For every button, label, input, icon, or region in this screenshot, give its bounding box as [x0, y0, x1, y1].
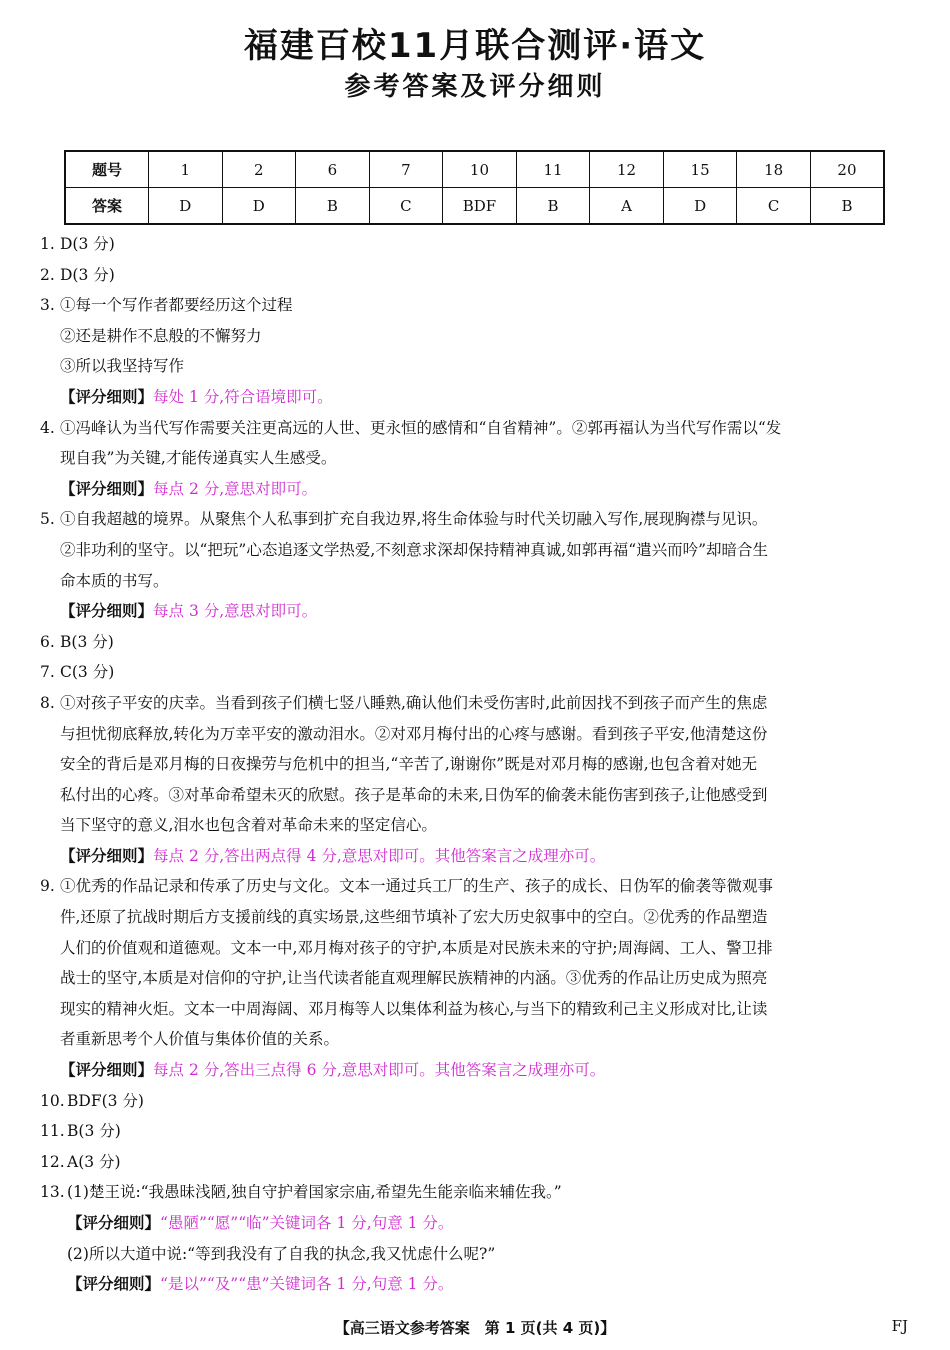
answer-table-answer-row [65, 188, 884, 225]
item-number: 8. [40, 693, 55, 712]
answer-header: 答案 [65, 188, 149, 225]
answer-cell: B [810, 188, 884, 225]
answer-table-question-row [65, 151, 884, 188]
rubric-text: 每点 2 分,答出两点得 4 分,意思对即可。其他答案言之成理亦可。 [153, 846, 606, 865]
question-number-cell: 20 [810, 151, 884, 188]
item-line: ①冯峰认为当代写作需要关注更高远的人世、更永恒的感情和“自省精神”。②郭再福认为当代写作需以“发 [60, 418, 782, 437]
item-number: 9. [40, 877, 55, 896]
answer-item-7 [40, 657, 912, 688]
item-number: 11. [40, 1122, 65, 1141]
question-number-cell: 18 [737, 151, 811, 188]
scoring-rubric [60, 596, 912, 627]
item-line: ①优秀的作品记录和传承了历史与文化。文本一通过兵工厂的生产、孩子的成长、日伪军的偷袭等微观事 [60, 877, 774, 896]
question-number-header: 题号 [65, 151, 149, 188]
rubric-text: 每点 2 分,意思对即可。 [153, 479, 318, 498]
answer-table [64, 150, 885, 225]
rubric-text: 每点 3 分,意思对即可。 [153, 602, 318, 621]
region-code: FJ [891, 1317, 908, 1335]
answer-item-6 [40, 627, 912, 658]
item-line: 私付出的心疼。③对革命希望未灭的欣慰。孩子是革命的未来,日伪军的偷袭未能伤害到孩子,让他感受到 [60, 785, 768, 804]
item-number: 1. [40, 235, 55, 253]
item-line: 者重新思考个人价值与集体价值的关系。 [60, 1030, 340, 1049]
item-number: 2. [40, 265, 55, 284]
item-number: 13. [40, 1183, 65, 1202]
answer-cell: D [663, 188, 737, 225]
answer-item-2 [40, 260, 912, 291]
page-title: 福建百校11月联合测评·语文 [243, 26, 707, 66]
item-line: B(3 分) [60, 632, 114, 651]
question-number-cell: 2 [222, 151, 296, 188]
answer-item-11 [40, 1116, 912, 1147]
item-line: 安全的背后是邓月梅的日夜操劳与危机中的担当,“辛苦了,谢谢你”既是对邓月梅的感谢,也包含着对她无 [60, 755, 758, 774]
answer-cell: B [296, 188, 370, 225]
item-line: ③所以我坚持写作 [60, 357, 185, 376]
scoring-rubric [60, 382, 912, 413]
item-number: 7. [40, 663, 55, 682]
answer-cell: D [149, 188, 223, 225]
rubric-text: “是以”“及”“患”关键词各 1 分,句意 1 分。 [160, 1275, 454, 1294]
question-number-cell: 7 [369, 151, 443, 188]
item-line: 件,还原了抗战时期后方支援前线的真实场景,这些细节填补了宏大历史叙事中的空白。②优秀的作品塑造 [60, 908, 768, 927]
rubric-text: 每点 2 分,答出三点得 6 分,意思对即可。其他答案言之成理亦可。 [153, 1061, 606, 1080]
item-line: ②还是耕作不息般的不懈努力 [60, 326, 262, 345]
item-line: D(3 分) [60, 235, 115, 253]
answer-cell: D [222, 188, 296, 225]
answer-item-13 [40, 1177, 912, 1299]
answer-item-12 [40, 1147, 912, 1178]
item-line: C(3 分) [60, 663, 115, 682]
scoring-rubric [67, 1269, 912, 1300]
answer-item-1 [40, 229, 912, 260]
answer-cell: C [737, 188, 811, 225]
scoring-rubric [67, 1208, 912, 1239]
item-line: 当下坚守的意义,泪水也包含着对革命未来的坚定信心。 [60, 816, 437, 835]
scoring-rubric [60, 474, 912, 505]
answer-item-3 [40, 290, 912, 412]
answer-item-5 [40, 504, 912, 626]
rubric-text: “愚陋”“愿”“临”关键词各 1 分,句意 1 分。 [160, 1214, 454, 1232]
item-number: 5. [40, 510, 55, 529]
item-line: A(3 分) [67, 1152, 121, 1171]
item-line: 战士的坚守,本质是对信仰的守护,让当代读者能直观理解民族精神的内涵。③优秀的作品让历史成为照亮 [60, 969, 768, 988]
item-line: D(3 分) [60, 265, 115, 284]
question-number-cell: 15 [663, 151, 737, 188]
item-line: (2)所以大道中说:“等到我没有了自我的执念,我又忧虑什么呢?” [67, 1244, 496, 1263]
scoring-rubric [60, 1055, 912, 1086]
answer-item-8 [40, 688, 912, 872]
item-number: 6. [40, 632, 55, 651]
rubric-tag: 【评分细则】 [67, 1275, 161, 1294]
question-number-cell: 11 [516, 151, 590, 188]
page-subtitle: 参考答案及评分细则 [344, 72, 606, 102]
rubric-tag: 【评分细则】 [60, 602, 154, 621]
item-line: (1)楚王说:“我愚昧浅陋,独自守护着国家宗庙,希望先生能亲临来辅佐我。” [67, 1183, 562, 1202]
item-line: B(3 分) [67, 1122, 121, 1141]
item-line: 命本质的书写。 [60, 571, 169, 590]
rubric-tag: 【评分细则】 [67, 1214, 161, 1232]
question-number-cell: 6 [296, 151, 370, 188]
answer-cell: BDF [443, 188, 517, 225]
answer-explanations [40, 229, 912, 1300]
item-line: ②非功利的坚守。以“把玩”心态追逐文学热爱,不刻意求深却保持精神真诚,如郭再福“遣兴而吟”却暗合生 [60, 540, 769, 559]
rubric-tag: 【评分细则】 [60, 387, 154, 406]
answer-cell: B [516, 188, 590, 225]
answer-cell: C [369, 188, 443, 225]
item-line: 与担忧彻底释放,转化为万幸平安的激动泪水。②对邓月梅付出的心疼与感谢。看到孩子平安,他清楚这份 [60, 724, 768, 743]
item-line: 人们的价值观和道德观。文本一中,邓月梅对孩子的守护,本质是对民族未来的守护;周海阔、工人、警卫排 [60, 938, 773, 957]
rubric-tag: 【评分细则】 [60, 846, 154, 865]
rubric-tag: 【评分细则】 [60, 479, 154, 498]
rubric-text: 每处 1 分,符合语境即可。 [153, 387, 333, 406]
item-line: 现自我”为关键,才能传递真实人生感受。 [60, 449, 337, 468]
answer-item-4 [40, 413, 912, 505]
question-number-cell: 1 [149, 151, 223, 188]
item-line: 现实的精神火炬。文本一中周海阔、邓月梅等人以集体利益为核心,与当下的精致利己主义形成对比,让读 [60, 999, 768, 1018]
item-line: ①每一个写作者都要经历这个过程 [60, 296, 293, 315]
page-footer: 【高三语文参考答案 第 1 页(共 4 页)】 [334, 1319, 616, 1337]
answer-item-10 [40, 1086, 912, 1117]
answer-cell: A [590, 188, 664, 225]
item-number: 4. [40, 418, 55, 437]
item-line: ①自我超越的境界。从聚焦个人私事到扩充自我边界,将生命体验与时代关切融入写作,展现胸襟与见识。 [60, 510, 768, 529]
question-number-cell: 10 [443, 151, 517, 188]
item-number: 3. [40, 296, 55, 315]
item-number: 12. [40, 1152, 65, 1171]
item-line: ①对孩子平安的庆幸。当看到孩子们横七竖八睡熟,确认他们未受伤害时,此前因找不到孩子而产生的焦虑 [60, 693, 768, 712]
item-number: 10. [40, 1091, 65, 1110]
item-line: BDF(3 分) [67, 1091, 144, 1110]
scoring-rubric [60, 841, 912, 872]
answer-item-9 [40, 871, 912, 1085]
question-number-cell: 12 [590, 151, 664, 188]
rubric-tag: 【评分细则】 [60, 1061, 154, 1080]
